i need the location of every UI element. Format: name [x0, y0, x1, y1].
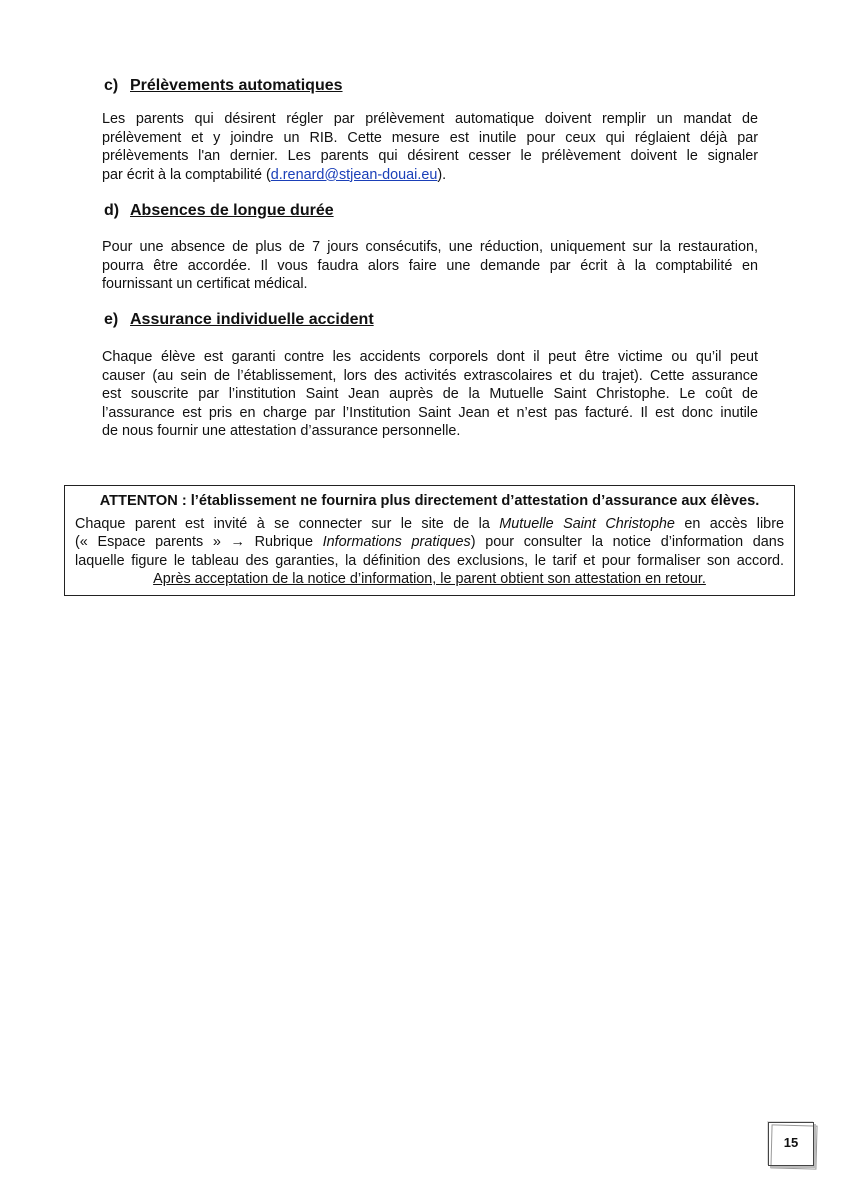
paragraph-line: est souscrite par l’institution Saint Jean auprès de la Mutuelle Saint Christophe. Le coût de: [102, 386, 758, 403]
paragraph-line: Chaque élève est garanti contre les accidents corporels dont il peut être victime ou qu’il peut: [102, 349, 758, 365]
paragraph-prelevements: [102, 110, 758, 184]
email-link[interactable]: d.renard@stjean-douai.eu: [270, 166, 438, 183]
paragraph-line: fournissant un certificat médical.: [102, 276, 308, 293]
section-title-d: [104, 202, 334, 220]
paragraph-line: Pour une absence de plus de 7 jours consécutifs, une réduction, uniquement sur la restauration,: [102, 239, 758, 255]
paragraph-assurance: [102, 348, 758, 441]
text-fragment: ).: [437, 166, 447, 183]
paragraph-line: l’assurance est pris en charge par l’Institution Saint Jean et n’est pas facturé. Il est donc inutile: [102, 404, 758, 421]
paragraph-line: prélèvement et y joindre un RIB. Cette mesure est inutile pour ceux qui réglaient déjà par: [102, 129, 758, 146]
text-fragment: Chaque parent est invité à se connecter sur le site de la: [75, 516, 500, 532]
paragraph-line: [102, 166, 758, 185]
text-fragment: (« Espace parents » → Rubrique: [75, 534, 323, 551]
section-title-e: [104, 311, 374, 329]
paragraph-line: de nous fournir une attestation d’assurance personnelle.: [102, 423, 461, 440]
text-fragment: par écrit à la comptabilité (: [102, 166, 271, 183]
paragraph-line: prélèvements l'an dernier. Les parents qui désirent cesser le prélèvement doivent le signaler: [102, 148, 758, 165]
section-letter: d): [104, 202, 120, 219]
notice-line: [75, 533, 784, 551]
page-number: 15: [783, 1135, 799, 1150]
notice-line: laquelle figure le tableau des garanties, la définition des exclusions, le tarif et pour formaliser son accord.: [75, 552, 784, 569]
attention-notice-box: [64, 485, 795, 596]
section-title-c: [104, 77, 343, 95]
paragraph-absences: [102, 238, 758, 294]
paragraph-line: causer (au sein de l’établissement, lors des activités extrascolaires et du trajet). Cette assurance: [102, 367, 758, 384]
notice-line-underlined: Après acceptation de la notice d’information, le parent obtient son attestation en retour.: [153, 571, 706, 588]
section-heading: Absences de longue durée: [130, 202, 334, 219]
notice-line: [75, 515, 784, 533]
mutuelle-name: Mutuelle Saint Christophe: [499, 516, 675, 532]
section-letter: e): [104, 311, 119, 328]
text-fragment: en accès libre: [674, 516, 784, 532]
section-heading: Prélèvements automatiques: [130, 77, 343, 94]
paragraph-line: pourra être accordée. Il vous faudra alors faire une demande par écrit à la comptabilité en: [102, 257, 758, 274]
section-letter: c): [104, 77, 119, 94]
text-fragment: ) pour consulter la notice d’information dans: [470, 534, 785, 551]
page-number-box: [768, 1122, 814, 1166]
paragraph-line: Les parents qui désirent régler par prélèvement automatique doivent remplir un mandat de: [102, 111, 758, 127]
section-heading: Assurance individuelle accident: [130, 311, 374, 328]
notice-heading: ATTENTON : l’établissement ne fournira plus directement d’attestation d’assurance aux élèves.: [99, 493, 760, 509]
notice-body: [75, 515, 784, 589]
rubrique-name: Informations pratiques: [322, 534, 471, 551]
